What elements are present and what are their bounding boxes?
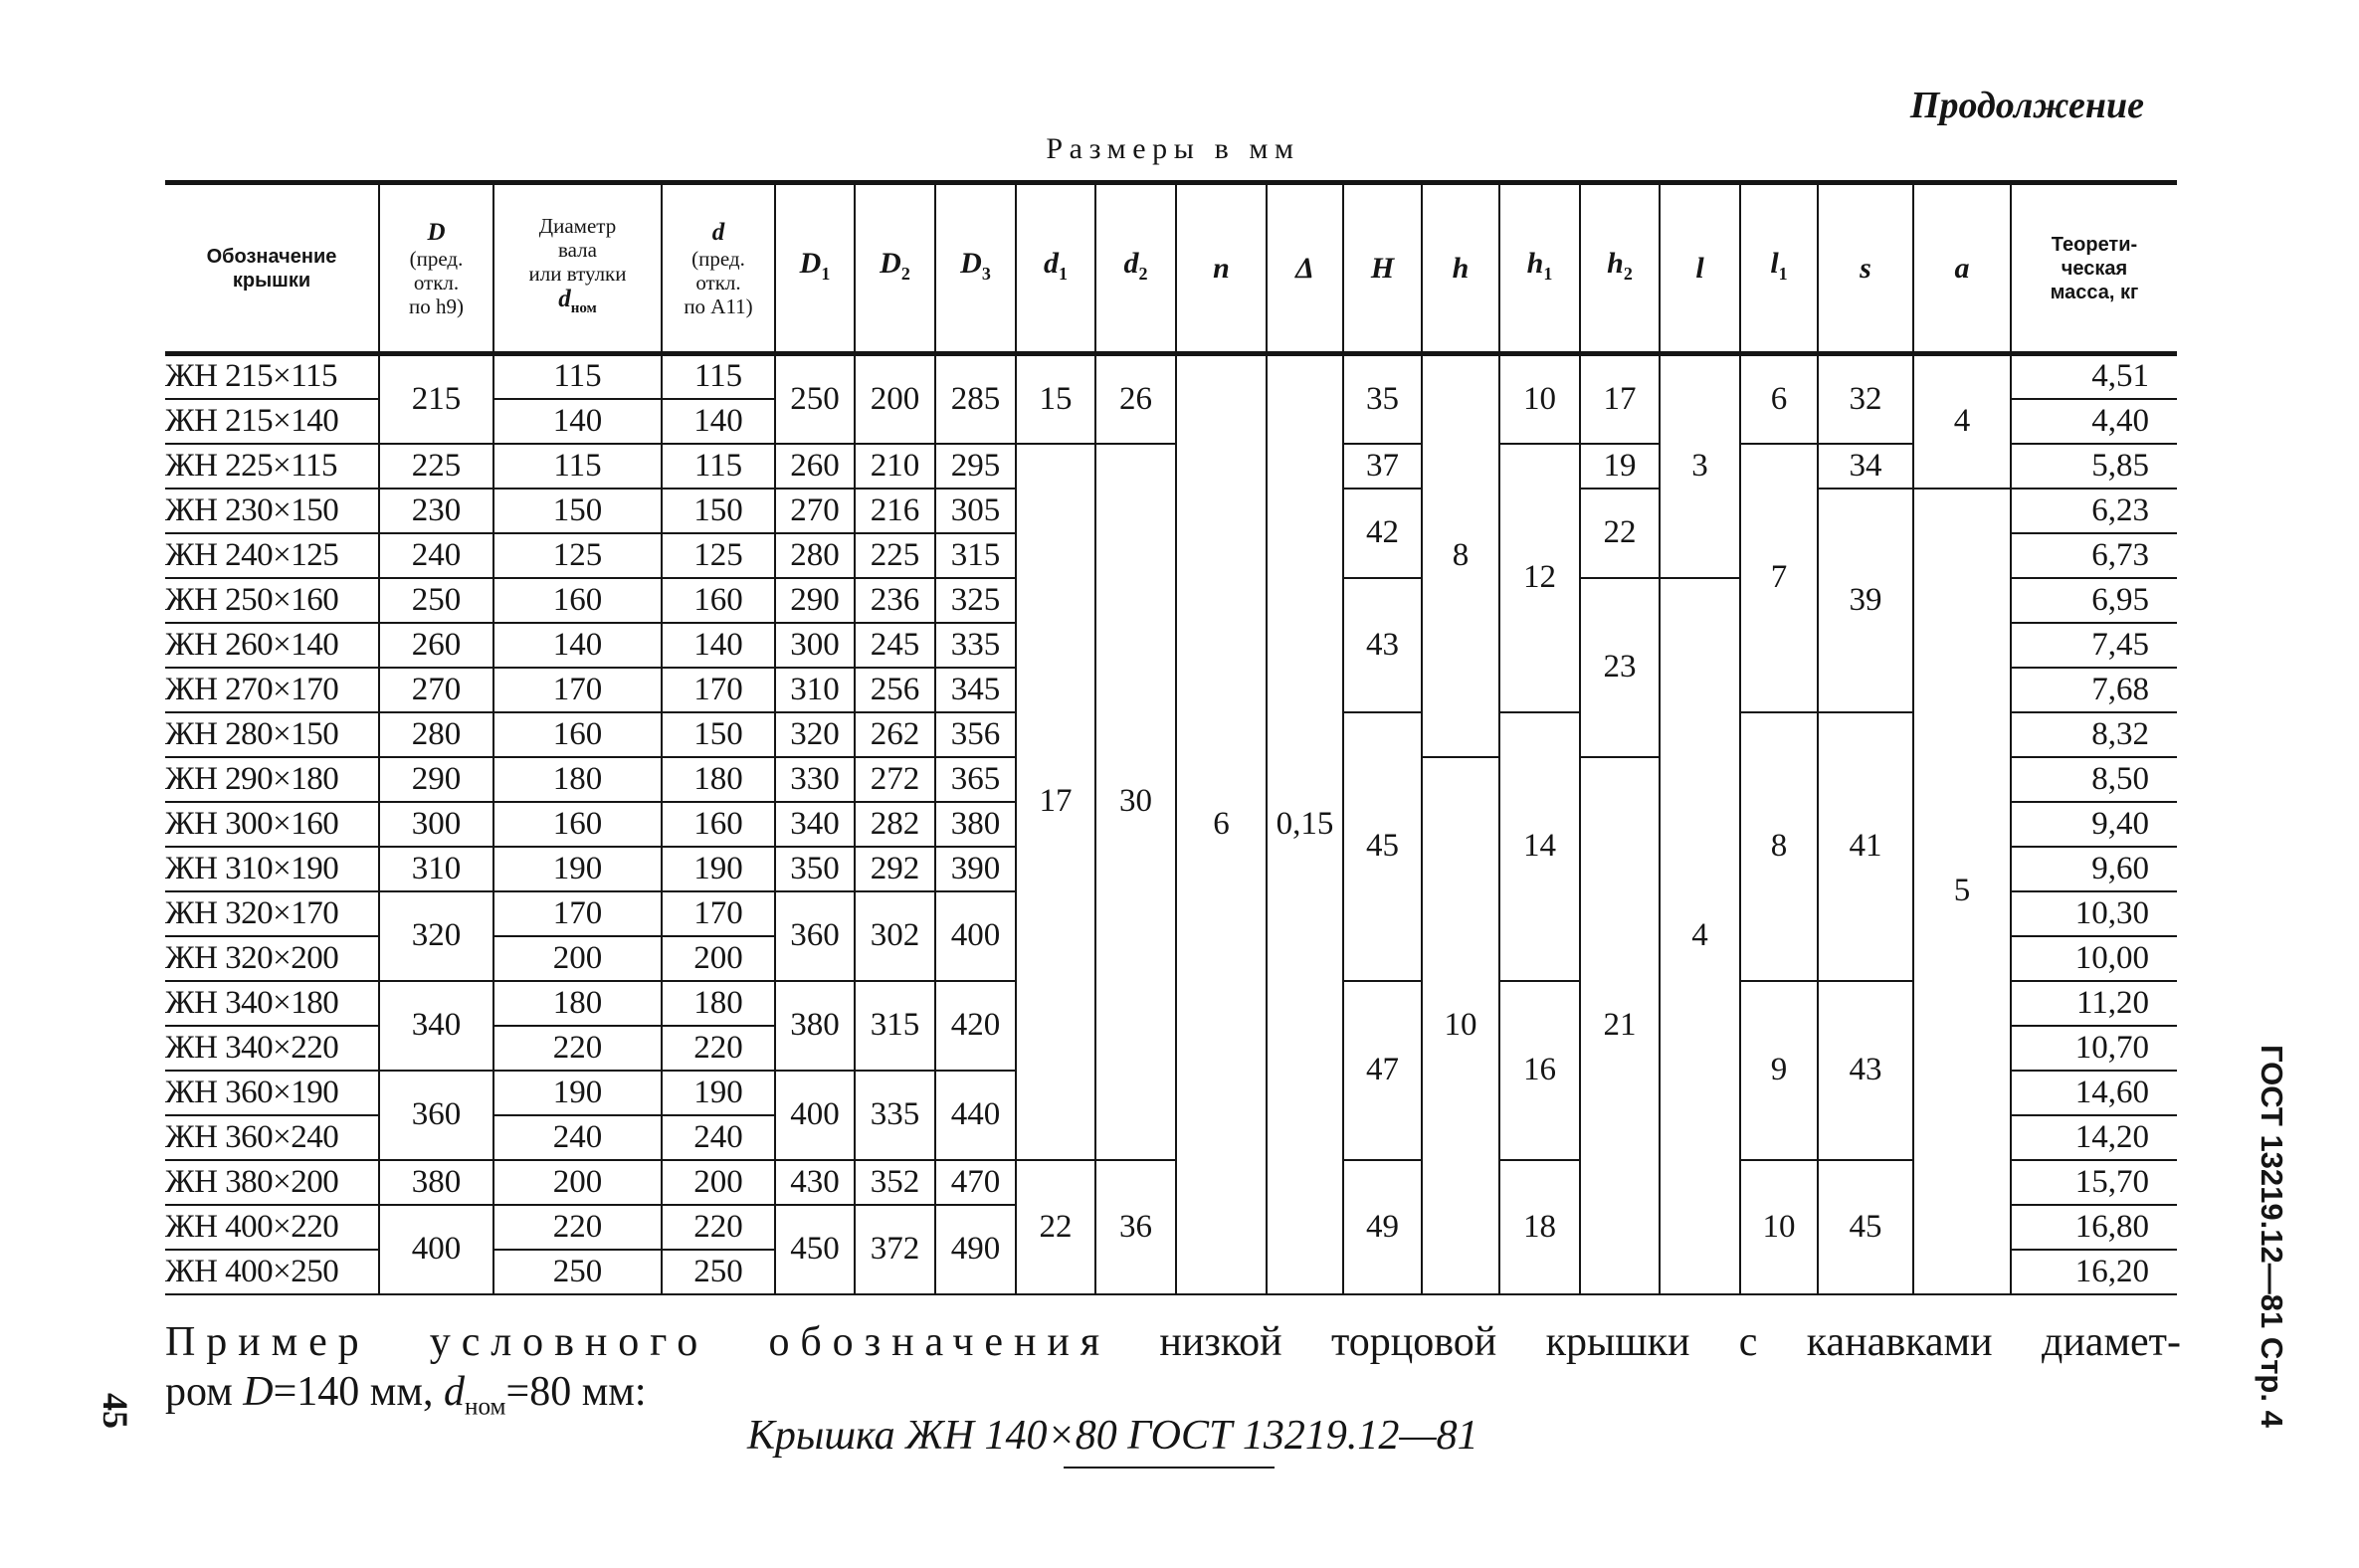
header-symbol: [1020, 246, 1091, 292]
cell-d: 140: [662, 399, 775, 444]
header-symbol: [666, 219, 771, 247]
header-text-line: вала: [558, 238, 597, 262]
cell-d: 200: [662, 936, 775, 981]
header-symbol-letter: h: [1607, 246, 1624, 280]
cell-h1: 12: [1499, 444, 1580, 712]
variable-D: D: [243, 1369, 274, 1415]
cell-D1: 380: [775, 981, 855, 1071]
cell-l1: 6: [1740, 354, 1818, 444]
column-header-D: [379, 183, 493, 354]
continuation-label: Продолжение: [1909, 85, 2144, 126]
cell-mass: 6,73: [2011, 533, 2177, 578]
cell-h1: 18: [1499, 1160, 1580, 1294]
header-symbol: [1426, 251, 1495, 287]
cell-D2: 315: [855, 981, 935, 1071]
cell-d_nom: 115: [493, 354, 662, 399]
cell-D: 340: [379, 981, 493, 1071]
header-symbol-letter: a: [1954, 251, 1970, 285]
cell-D2: 262: [855, 712, 935, 757]
cell-d_nom: 115: [493, 444, 662, 489]
cell-d_nom: 140: [493, 399, 662, 444]
cell-h1: 10: [1499, 354, 1580, 444]
header-symbol: [1099, 246, 1172, 292]
cell-mass: 10,00: [2011, 936, 2177, 981]
cell-d_nom: 125: [493, 533, 662, 578]
cell-mass: 9,60: [2011, 847, 2177, 891]
cell-designation: ЖН 290×180: [165, 757, 379, 802]
cell-D3: 365: [935, 757, 1016, 802]
cell-mass: 10,70: [2011, 1026, 2177, 1071]
cell-mass: 15,70: [2011, 1160, 2177, 1205]
cell-D: 240: [379, 533, 493, 578]
cell-D1: 340: [775, 802, 855, 847]
cell-mass: 8,32: [2011, 712, 2177, 757]
table-row: [165, 354, 2177, 399]
header-symbol-subscript: 1: [1543, 263, 1553, 284]
cell-d: 160: [662, 578, 775, 623]
cell-designation: ЖН 400×250: [165, 1250, 379, 1294]
cell-designation: ЖН 250×160: [165, 578, 379, 623]
cell-l1: 7: [1740, 444, 1818, 712]
cell-d: 180: [662, 981, 775, 1026]
cell-d2: 36: [1095, 1160, 1176, 1294]
separator-rule: [1064, 1467, 1275, 1469]
cell-d_nom: 220: [493, 1205, 662, 1250]
table-header: [165, 183, 2177, 354]
column-header-D2: [855, 183, 935, 354]
cell-D3: 470: [935, 1160, 1016, 1205]
cell-mass: 5,85: [2011, 444, 2177, 489]
cell-D3: 440: [935, 1071, 1016, 1160]
cell-D1: 450: [775, 1205, 855, 1294]
header-symbol: [1584, 246, 1656, 292]
cell-designation: ЖН 270×170: [165, 668, 379, 712]
cell-d: 190: [662, 1071, 775, 1115]
cell-d_nom: 180: [493, 981, 662, 1026]
example-spaced-text: Пример условного обозначения: [165, 1319, 1110, 1365]
cell-mass: 16,80: [2011, 1205, 2177, 1250]
header-text-line: Теорети-: [2051, 233, 2138, 256]
cell-d: 240: [662, 1115, 775, 1160]
cell-d: 150: [662, 712, 775, 757]
cell-H: 42: [1343, 489, 1422, 578]
cell-D: 320: [379, 891, 493, 981]
header-symbol: [1347, 251, 1418, 287]
cell-l: 4: [1660, 578, 1740, 1294]
cell-D1: 270: [775, 489, 855, 533]
cell-d_nom: 160: [493, 578, 662, 623]
header-symbol-letter: d: [558, 286, 571, 312]
cell-designation: ЖН 215×140: [165, 399, 379, 444]
cell-mass: 4,51: [2011, 354, 2177, 399]
cell-D: 270: [379, 668, 493, 712]
header-symbol-letter: D: [960, 246, 982, 280]
cell-d_nom: 250: [493, 1250, 662, 1294]
header-symbol: [383, 219, 490, 247]
header-symbol: [1271, 251, 1339, 287]
header-symbol: [1744, 246, 1814, 292]
cell-h2: 22: [1580, 489, 1660, 578]
cell-mass: 7,45: [2011, 623, 2177, 668]
header-symbol-subscript: ном: [570, 300, 597, 316]
column-header-n: [1176, 183, 1267, 354]
cell-D2: 282: [855, 802, 935, 847]
cell-designation: ЖН 280×150: [165, 712, 379, 757]
cell-D2: 225: [855, 533, 935, 578]
cell-D3: 390: [935, 847, 1016, 891]
cell-D1: 310: [775, 668, 855, 712]
header-symbol-letter: H: [1370, 251, 1395, 285]
standard-side-label: ГОСТ 13219.12—81 Стр. 4: [2255, 1045, 2289, 1428]
cell-h: 8: [1422, 354, 1499, 757]
header-text-line: масса, кг: [2050, 281, 2139, 303]
cell-designation: ЖН 340×220: [165, 1026, 379, 1071]
cell-d_nom: 160: [493, 712, 662, 757]
header-symbol: [497, 286, 658, 322]
cell-h1: 16: [1499, 981, 1580, 1160]
cell-designation: ЖН 360×240: [165, 1115, 379, 1160]
cell-D2: 245: [855, 623, 935, 668]
column-header-mass: [2011, 183, 2177, 354]
cell-d: 170: [662, 668, 775, 712]
header-text-line: откл.: [413, 270, 460, 294]
cell-d: 115: [662, 444, 775, 489]
table-header-row: [165, 183, 2177, 354]
column-header-d_nom: [493, 183, 662, 354]
cell-d1: 22: [1016, 1160, 1095, 1294]
cell-designation: ЖН 225×115: [165, 444, 379, 489]
cell-designation: ЖН 300×160: [165, 802, 379, 847]
cell-mass: 8,50: [2011, 757, 2177, 802]
cell-D2: 272: [855, 757, 935, 802]
header-text-line: (пред.: [409, 246, 464, 271]
cell-D1: 360: [775, 891, 855, 981]
cell-D1: 330: [775, 757, 855, 802]
cell-D2: 236: [855, 578, 935, 623]
column-header-H: [1343, 183, 1422, 354]
cell-s: 45: [1818, 1160, 1913, 1294]
cell-D1: 350: [775, 847, 855, 891]
cell-a: 5: [1913, 489, 2011, 1294]
cell-designation: ЖН 215×115: [165, 354, 379, 399]
cell-D: 360: [379, 1071, 493, 1160]
cell-D2: 210: [855, 444, 935, 489]
column-header-h1: [1499, 183, 1580, 354]
header-symbol-letter: D: [427, 218, 446, 246]
cell-delta: 0,15: [1267, 354, 1343, 1294]
cell-mass: 11,20: [2011, 981, 2177, 1026]
cell-D: 225: [379, 444, 493, 489]
cell-mass: 6,23: [2011, 489, 2177, 533]
cell-designation: ЖН 400×220: [165, 1205, 379, 1250]
header-text-line: крышки: [232, 269, 311, 292]
header-symbol: [1503, 246, 1576, 292]
cell-l1: 9: [1740, 981, 1818, 1160]
cell-D: 310: [379, 847, 493, 891]
header-text-line: по A11): [684, 294, 753, 318]
cell-d: 220: [662, 1026, 775, 1071]
table-row: [165, 1160, 2177, 1205]
cell-l: 3: [1660, 354, 1740, 578]
header-symbol-subscript: 1: [1778, 263, 1788, 284]
cell-D1: 290: [775, 578, 855, 623]
cell-d1: 17: [1016, 444, 1095, 1160]
cell-D1: 260: [775, 444, 855, 489]
header-symbol-subscript: 2: [1623, 263, 1633, 284]
column-header-delta: [1267, 183, 1343, 354]
dimensions-table: [165, 180, 2177, 1295]
cell-d: 140: [662, 623, 775, 668]
cell-h2: 21: [1580, 757, 1660, 1294]
column-header-d2: [1095, 183, 1176, 354]
cell-mass: 7,68: [2011, 668, 2177, 712]
cell-D: 215: [379, 354, 493, 444]
cell-d: 200: [662, 1160, 775, 1205]
cell-D2: 292: [855, 847, 935, 891]
column-header-s: [1818, 183, 1913, 354]
header-symbol-letter: Δ: [1295, 251, 1314, 285]
cell-H: 37: [1343, 444, 1422, 489]
cell-D1: 400: [775, 1071, 855, 1160]
cell-D2: 200: [855, 354, 935, 444]
column-header-d1: [1016, 183, 1095, 354]
cell-d: 115: [662, 354, 775, 399]
cell-mass: 10,30: [2011, 891, 2177, 936]
cell-s: 34: [1818, 444, 1913, 489]
cell-d: 220: [662, 1205, 775, 1250]
cell-designation: ЖН 260×140: [165, 623, 379, 668]
cell-D: 380: [379, 1160, 493, 1205]
cell-d_nom: 160: [493, 802, 662, 847]
cell-h2: 23: [1580, 578, 1660, 757]
variable-subscript: ном: [464, 1393, 506, 1421]
cell-d2: 30: [1095, 444, 1176, 1160]
variable-d: d: [443, 1369, 465, 1415]
header-symbol: [1180, 251, 1263, 287]
cell-D3: 345: [935, 668, 1016, 712]
header-symbol: [859, 246, 931, 292]
cell-h2: 17: [1580, 354, 1660, 444]
header-text-line: откл.: [695, 270, 741, 294]
cell-H: 45: [1343, 712, 1422, 981]
cell-D: 400: [379, 1205, 493, 1294]
cell-d_nom: 240: [493, 1115, 662, 1160]
cell-s: 41: [1818, 712, 1913, 981]
column-header-designation: [165, 183, 379, 354]
column-header-d: [662, 183, 775, 354]
header-symbol-letter: l: [1770, 246, 1779, 280]
cell-d_nom: 190: [493, 847, 662, 891]
cell-D1: 300: [775, 623, 855, 668]
cell-D: 290: [379, 757, 493, 802]
header-symbol: [939, 246, 1012, 292]
cell-s: 39: [1818, 489, 1913, 712]
cell-mass: 6,95: [2011, 578, 2177, 623]
cell-H: 35: [1343, 354, 1422, 444]
header-symbol-subscript: 1: [821, 263, 831, 284]
cell-l1: 10: [1740, 1160, 1818, 1294]
cell-d_nom: 180: [493, 757, 662, 802]
cell-D3: 420: [935, 981, 1016, 1071]
header-symbol-letter: d: [1123, 246, 1139, 280]
header-text-line: Диаметр: [538, 214, 617, 238]
example-line-2: [165, 1367, 647, 1432]
cell-D3: 380: [935, 802, 1016, 847]
column-header-l: [1660, 183, 1740, 354]
cell-designation: ЖН 240×125: [165, 533, 379, 578]
example-text: ром: [165, 1369, 244, 1415]
cell-D1: 430: [775, 1160, 855, 1205]
cell-D2: 372: [855, 1205, 935, 1294]
cell-D2: 302: [855, 891, 935, 981]
cell-d: 170: [662, 891, 775, 936]
cell-d: 125: [662, 533, 775, 578]
cell-H: 47: [1343, 981, 1422, 1160]
cell-d: 160: [662, 802, 775, 847]
cell-d_nom: 170: [493, 668, 662, 712]
cell-d1: 15: [1016, 354, 1095, 444]
cell-h2: 19: [1580, 444, 1660, 489]
header-text-line: или втулки: [528, 262, 627, 286]
example-text: =140 мм,: [273, 1369, 444, 1415]
header-text-line: (пред.: [691, 246, 745, 271]
header-symbol: [779, 246, 851, 292]
cell-D2: 352: [855, 1160, 935, 1205]
cell-s: 43: [1818, 981, 1913, 1160]
page-number: 45: [96, 1393, 135, 1429]
header-symbol-letter: d: [1044, 246, 1059, 280]
example-designation: Крышка ЖН 140×80 ГОСТ 13219.12—81: [747, 1413, 1478, 1459]
cell-a: 4: [1913, 354, 2011, 489]
header-symbol-letter: h: [1452, 251, 1470, 285]
header-symbol: [1664, 251, 1736, 287]
column-header-h: [1422, 183, 1499, 354]
cell-designation: ЖН 380×200: [165, 1160, 379, 1205]
header-symbol-subscript: 1: [1059, 263, 1068, 284]
cell-l1: 8: [1740, 712, 1818, 981]
cell-D1: 280: [775, 533, 855, 578]
example-text: =80 мм:: [505, 1369, 647, 1415]
cell-d: 190: [662, 847, 775, 891]
header-text-line: Обозначение: [206, 245, 337, 268]
cell-D3: 490: [935, 1205, 1016, 1294]
cell-d_nom: 200: [493, 936, 662, 981]
cell-h1: 14: [1499, 712, 1580, 981]
cell-d_nom: 220: [493, 1026, 662, 1071]
cell-D1: 320: [775, 712, 855, 757]
example-line-1: [165, 1317, 2181, 1367]
table-body: [165, 354, 2177, 1294]
cell-D3: 305: [935, 489, 1016, 533]
cell-D3: 335: [935, 623, 1016, 668]
header-symbol-letter: D: [799, 246, 822, 280]
cell-designation: ЖН 310×190: [165, 847, 379, 891]
cell-d: 250: [662, 1250, 775, 1294]
cell-mass: 16,20: [2011, 1250, 2177, 1294]
cell-D: 230: [379, 489, 493, 533]
cell-d: 180: [662, 757, 775, 802]
cell-designation: ЖН 230×150: [165, 489, 379, 533]
cell-mass: 14,60: [2011, 1071, 2177, 1115]
cell-d_nom: 140: [493, 623, 662, 668]
table-row: [165, 444, 2177, 489]
column-header-D1: [775, 183, 855, 354]
cell-s: 32: [1818, 354, 1913, 444]
cell-H: 49: [1343, 1160, 1422, 1294]
header-symbol: [1917, 251, 2007, 287]
cell-D: 300: [379, 802, 493, 847]
cell-D3: 356: [935, 712, 1016, 757]
cell-designation: ЖН 320×200: [165, 936, 379, 981]
cell-h: 10: [1422, 757, 1499, 1294]
cell-designation: ЖН 340×180: [165, 981, 379, 1026]
cell-mass: 14,20: [2011, 1115, 2177, 1160]
header-symbol-subscript: 2: [1138, 263, 1148, 284]
cell-d_nom: 190: [493, 1071, 662, 1115]
header-symbol-letter: s: [1860, 251, 1871, 285]
cell-designation: ЖН 360×190: [165, 1071, 379, 1115]
header-symbol: [1822, 251, 1909, 287]
cell-D3: 325: [935, 578, 1016, 623]
column-header-h2: [1580, 183, 1660, 354]
cell-d_nom: 150: [493, 489, 662, 533]
cell-D: 260: [379, 623, 493, 668]
header-symbol-subscript: 3: [981, 263, 991, 284]
column-header-l1: [1740, 183, 1818, 354]
cell-D: 250: [379, 578, 493, 623]
example-text: низкой торцовой крышки с канавками диамет-: [1159, 1319, 2182, 1365]
cell-D3: 285: [935, 354, 1016, 444]
cell-D1: 250: [775, 354, 855, 444]
header-text-line: ческая: [2061, 257, 2128, 280]
cell-H: 43: [1343, 578, 1422, 712]
header-text-line: по h9): [409, 294, 464, 318]
column-header-a: [1913, 183, 2011, 354]
units-caption: Размеры в мм: [1046, 132, 1300, 165]
cell-D3: 400: [935, 891, 1016, 981]
cell-D: 280: [379, 712, 493, 757]
cell-D3: 295: [935, 444, 1016, 489]
header-symbol-subscript: 2: [900, 263, 910, 284]
cell-d_nom: 200: [493, 1160, 662, 1205]
header-symbol-letter: d: [711, 218, 725, 246]
cell-n: 6: [1176, 354, 1267, 1294]
header-symbol-letter: n: [1213, 251, 1230, 285]
cell-D2: 256: [855, 668, 935, 712]
cell-D3: 315: [935, 533, 1016, 578]
header-symbol-letter: D: [880, 246, 901, 280]
column-header-D3: [935, 183, 1016, 354]
cell-d: 150: [662, 489, 775, 533]
cell-D2: 216: [855, 489, 935, 533]
cell-mass: 9,40: [2011, 802, 2177, 847]
cell-d2: 26: [1095, 354, 1176, 444]
header-symbol-letter: l: [1695, 251, 1704, 285]
header-symbol-letter: h: [1526, 246, 1544, 280]
cell-mass: 4,40: [2011, 399, 2177, 444]
cell-D2: 335: [855, 1071, 935, 1160]
cell-designation: ЖН 320×170: [165, 891, 379, 936]
cell-d_nom: 170: [493, 891, 662, 936]
